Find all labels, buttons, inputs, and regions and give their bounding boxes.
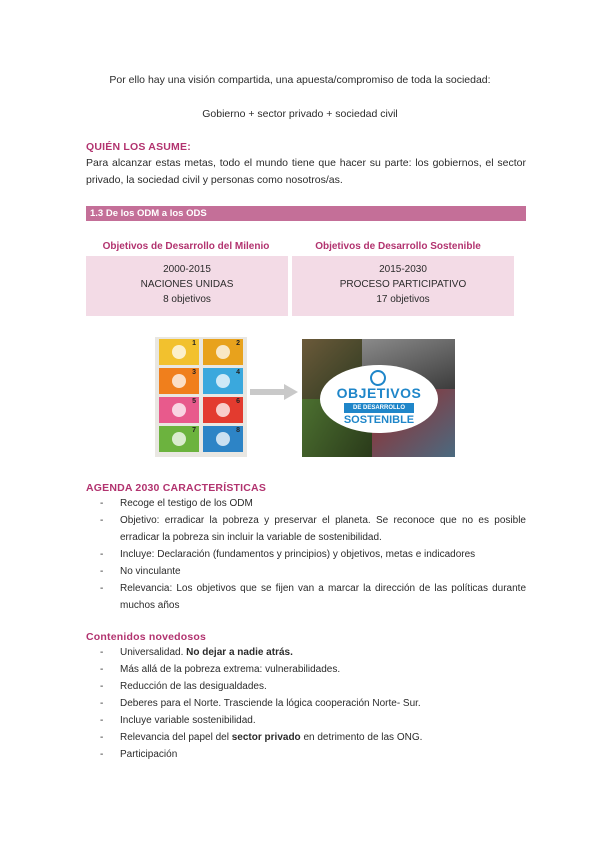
list-item: - Relevancia del papel del sector privado en detrimento de las ONG. xyxy=(100,732,423,743)
odm-period: 2000-2015 xyxy=(163,264,211,275)
odm-cell xyxy=(86,256,288,316)
odm-column-header: Objetivos de Desarrollo del Milenio xyxy=(102,241,270,252)
mdg-tile-8: 8 xyxy=(203,426,243,452)
mdg-tile-6: 6 xyxy=(203,397,243,423)
ods-logo-word: SOSTENIBLE xyxy=(343,414,415,426)
agenda-list xyxy=(100,495,526,614)
agenda-heading: AGENDA 2030 CARACTERÍSTICAS xyxy=(86,482,267,494)
list-item: - Incluye: Declaración (fundamentos y principios) y objetivos, metas e indicadores xyxy=(100,549,476,560)
ods-count: 17 objetivos xyxy=(376,294,430,305)
mdg-tile-7: 7 xyxy=(159,426,199,452)
odm-count: 8 objetivos xyxy=(163,294,211,305)
quien-heading: QUIÉN LOS ASUME: xyxy=(86,141,191,153)
list-item: - Participación xyxy=(100,749,178,760)
mdg-tile-1: 1 xyxy=(159,339,199,365)
mdg-tile-4: 4 xyxy=(203,368,243,394)
ods-process: PROCESO PARTICIPATIVO xyxy=(339,279,467,290)
ods-logo-oval xyxy=(320,365,438,433)
contenidos-list xyxy=(100,644,526,763)
odm-organizer: NACIONES UNIDAS xyxy=(140,279,234,290)
list-item: - Incluye variable sostenibilidad. xyxy=(100,715,256,726)
section-title-bar: 1.3 De los ODM a los ODS xyxy=(86,206,526,221)
mdg-tile-5: 5 xyxy=(159,397,199,423)
list-item: - No vinculante xyxy=(100,566,181,577)
contenidos-heading: Contenidos novedosos xyxy=(86,631,207,643)
ods-logo-title: OBJETIVOS xyxy=(336,385,422,401)
mdg-tile-3: 3 xyxy=(159,368,199,394)
odm-to-ods-illustration xyxy=(155,337,455,457)
mdg-goals-image xyxy=(155,337,247,457)
list-item: - Más allá de la pobreza extrema: vulnerabilidades. xyxy=(100,664,341,675)
ods-logo-subtitle: DE DESARROLLO xyxy=(344,403,414,413)
list-item: - Recoge el testigo de los ODM xyxy=(100,498,253,509)
ods-cell xyxy=(292,256,514,316)
quien-paragraph: Para alcanzar estas metas, todo el mundo tiene que hacer su parte: los gobiernos, el sector privado, la sociedad civil y personas como nosotros/as. xyxy=(86,157,526,186)
list-item: - Reducción de las desigualdades. xyxy=(100,681,267,692)
list-item: - Universalidad. No dejar a nadie atrás. xyxy=(100,647,293,658)
mdg-tile-2: 2 xyxy=(203,339,243,365)
list-item: - Deberes para el Norte. Trasciende la lógica cooperación Norte- Sur. xyxy=(100,698,421,709)
ods-column-header: Objetivos de Desarrollo Sostenible xyxy=(315,241,481,252)
list-item: - Objetivo: erradicar la pobreza y preservar el planeta. Se reconoce que no es posible erradicar la pobreza sin incluir la variable de sostenibilidad. xyxy=(100,515,526,543)
list-item: - Relevancia: Los objetivos que se fijen van a marcar la dirección de las políticas durante muchos años xyxy=(100,583,526,611)
ods-period: 2015-2030 xyxy=(379,264,427,275)
intro-line: Por ello hay una visión compartida, una apuesta/compromiso de toda la sociedad: xyxy=(109,74,491,86)
un-emblem-icon xyxy=(370,370,386,386)
arrow-right-icon xyxy=(250,383,298,401)
ods-collage-image xyxy=(302,339,455,457)
intro-formula: Gobierno + sector privado + sociedad civil xyxy=(202,108,398,120)
